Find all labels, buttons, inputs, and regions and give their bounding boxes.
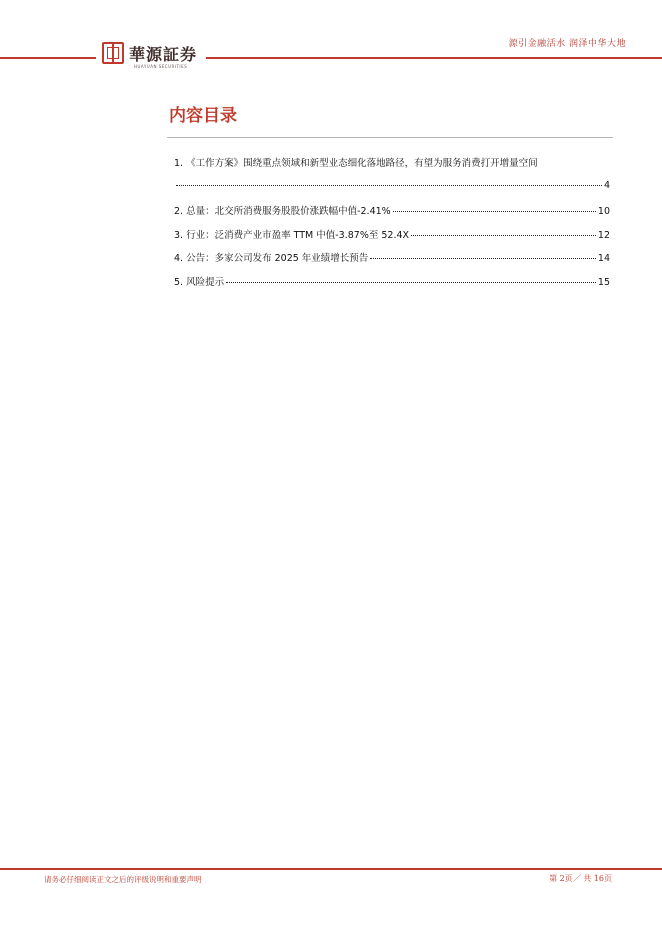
- toc-item-3-text: 3. 行业：泛消费产业市盈率 TTM 中值-3.87%至 52.4X: [174, 230, 410, 241]
- toc-item-3-page: 12: [597, 230, 610, 241]
- toc-item-4-page: 14: [597, 253, 610, 264]
- toc-title-divider: [167, 137, 613, 138]
- toc-item-4-text: 4. 公告：多家公司发布 2025 年业绩增长预告: [174, 253, 369, 264]
- toc-item-1-line-1[interactable]: [174, 155, 610, 169]
- header-rule-right: [206, 57, 662, 59]
- footer-rule: [0, 868, 662, 870]
- toc-item-2-text: 2. 总量：北交所消费服务股股价涨跌幅中值-2.41%: [174, 206, 391, 217]
- toc-item-1-text: 1. 《工作方案》围绕重点领域和新型业态细化落地路径，有望为服务消费打开增量空间: [174, 158, 538, 169]
- toc-item-2-page: 10: [597, 206, 610, 217]
- company-logo: [102, 42, 202, 72]
- toc-item-3[interactable]: [174, 227, 610, 241]
- header-slogan: 源引金融活水 润泽中华大地: [508, 39, 626, 49]
- toc-leader-dots: [226, 281, 596, 283]
- toc-leader-dots: [411, 234, 596, 236]
- logo-english-name: HUAYUAN SECURITIES: [134, 64, 188, 69]
- toc-item-1-page: 4: [603, 180, 610, 191]
- footer-disclaimer: 请务必仔细阅读正文之后的评级说明和重要声明: [44, 875, 202, 884]
- toc-leader-dots: [370, 257, 596, 259]
- toc-leader-dots: [176, 184, 602, 186]
- footer-page-number: 第 2页／ 共 16页: [549, 874, 612, 883]
- toc-item-5[interactable]: [174, 274, 610, 288]
- toc-item-4[interactable]: [174, 250, 610, 264]
- toc-item-5-page: 15: [597, 277, 610, 288]
- toc-item-1-line-2[interactable]: [174, 180, 610, 191]
- toc-item-5-text: 5. 风险提示: [174, 277, 225, 288]
- toc-title: 内容目录: [169, 106, 237, 126]
- toc-item-2[interactable]: [174, 203, 610, 217]
- header-rule-left: [0, 57, 96, 59]
- toc-leader-dots: [393, 210, 596, 212]
- logo-mark-icon: [102, 42, 124, 64]
- logo-chinese-name: 華源証券: [129, 45, 198, 64]
